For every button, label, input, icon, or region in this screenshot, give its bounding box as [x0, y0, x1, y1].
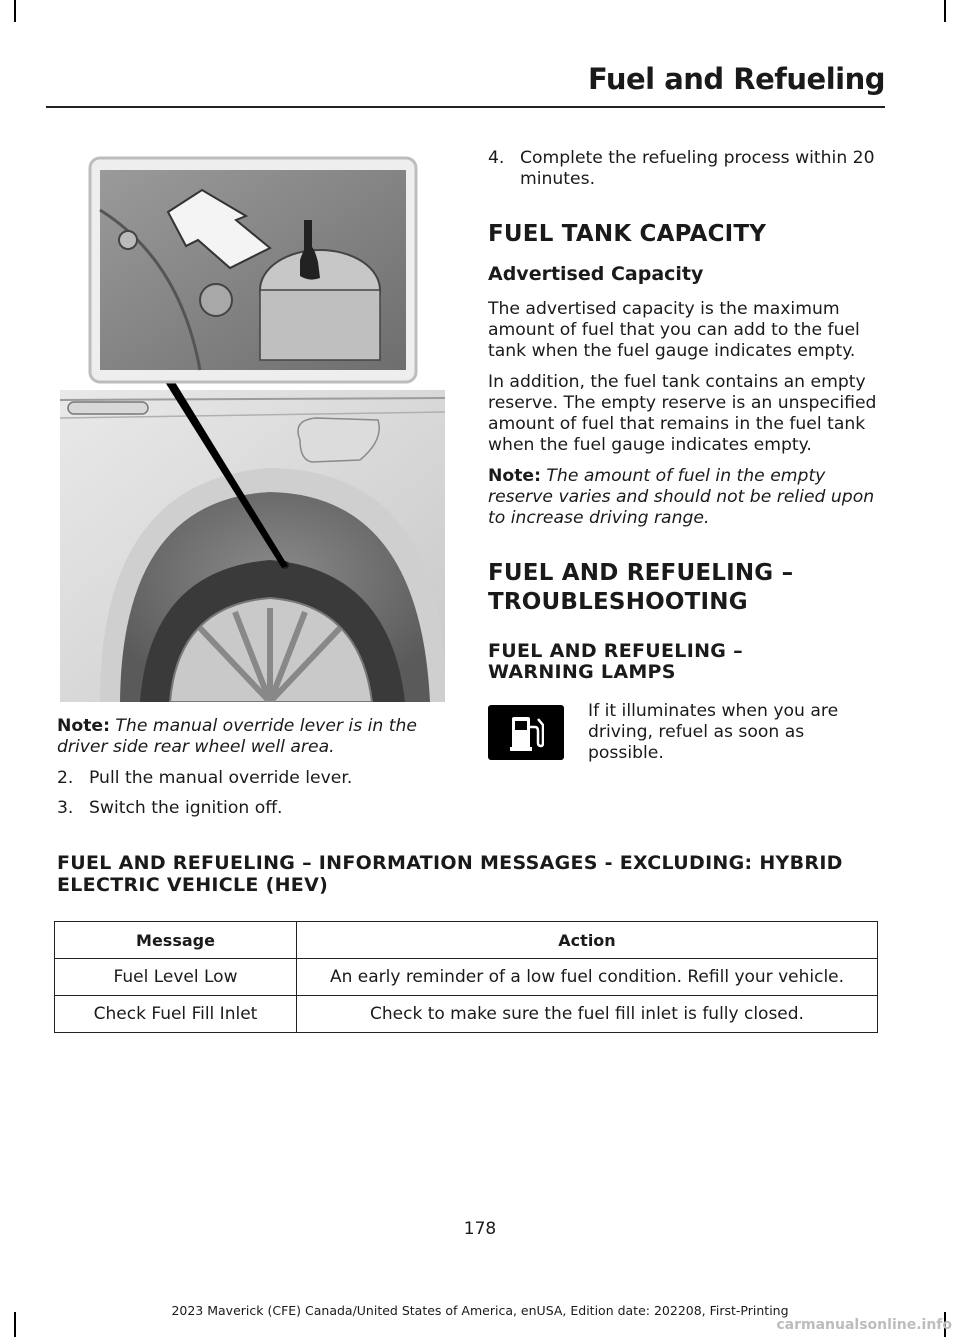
- page-number: 178: [463, 1219, 497, 1239]
- step-item: [488, 148, 880, 190]
- crop-mark: [944, 0, 946, 22]
- step-number: 4.: [488, 148, 505, 168]
- advertised-capacity-heading: Advertised Capacity: [488, 263, 704, 285]
- step-item: [57, 798, 447, 819]
- fuel-pump-icon: [488, 705, 564, 760]
- note-label: Note:: [488, 466, 541, 486]
- step-number: 3.: [57, 798, 74, 818]
- note-text: The manual override lever is in the driver side rear wheel well area.: [57, 716, 417, 757]
- reserve-note: [488, 466, 880, 529]
- information-messages-heading: FUEL AND REFUELING – INFORMATION MESSAGES - EXCLUDING: HYBRID ELECTRIC VEHICLE (HEV): [57, 852, 843, 896]
- table-header-row: [55, 922, 878, 959]
- warning-lamp-row: [488, 701, 880, 764]
- warning-lamps-heading: FUEL AND REFUELING – WARNING LAMPS: [488, 640, 743, 683]
- step-number: 2.: [57, 768, 74, 788]
- table-row: [55, 996, 878, 1033]
- information-messages-table: [54, 921, 878, 1033]
- message-cell: Check Fuel Fill Inlet: [55, 996, 297, 1033]
- right-column: [488, 148, 880, 764]
- column-header: Action: [297, 922, 878, 959]
- watermark: carmanualsonline.info: [776, 1317, 952, 1333]
- warning-lamp-text: If it illuminates when you are driving, refuel as soon as possible.: [588, 701, 839, 763]
- crop-mark: [14, 0, 16, 22]
- column-header: Message: [55, 922, 297, 959]
- message-cell: Fuel Level Low: [55, 959, 297, 996]
- note-paragraph: [57, 716, 447, 758]
- action-cell: Check to make sure the fuel fill inlet is fully closed.: [297, 996, 878, 1033]
- step-item: [57, 768, 447, 789]
- table-row: [55, 959, 878, 996]
- step-text: Complete the refueling process within 20 minutes.: [520, 148, 875, 189]
- wheel-well-illustration: [60, 150, 445, 702]
- troubleshooting-heading-line1: FUEL AND REFUELING –: [488, 560, 794, 586]
- reserve-paragraph: In addition, the fuel tank contains an empty reserve. The empty reserve is an unspecified amount of fuel that remains in the fuel tank when the fuel gauge indicates empty.: [488, 372, 877, 455]
- action-cell: An early reminder of a low fuel condition. Refill your vehicle.: [297, 959, 878, 996]
- step-text: Pull the manual override lever.: [89, 768, 353, 788]
- edition-footer: 2023 Maverick (CFE) Canada/United States of America, enUSA, Edition date: 202208, First-Printing: [171, 1303, 789, 1318]
- note-label: Note:: [57, 716, 110, 736]
- note-text: The amount of fuel in the empty reserve varies and should not be relied upon to increase driving range.: [488, 466, 875, 528]
- capacity-paragraph: The advertised capacity is the maximum amount of fuel that you can add to the fuel tank when the fuel gauge indicates empty.: [488, 299, 860, 361]
- troubleshooting-heading-line2: TROUBLESHOOTING: [488, 589, 748, 615]
- header-rule: [46, 106, 885, 108]
- fuel-tank-capacity-heading: FUEL TANK CAPACITY: [488, 221, 767, 247]
- step-text: Switch the ignition off.: [89, 798, 283, 818]
- page-title: Fuel and Refueling: [587, 62, 885, 96]
- left-column: [57, 716, 447, 828]
